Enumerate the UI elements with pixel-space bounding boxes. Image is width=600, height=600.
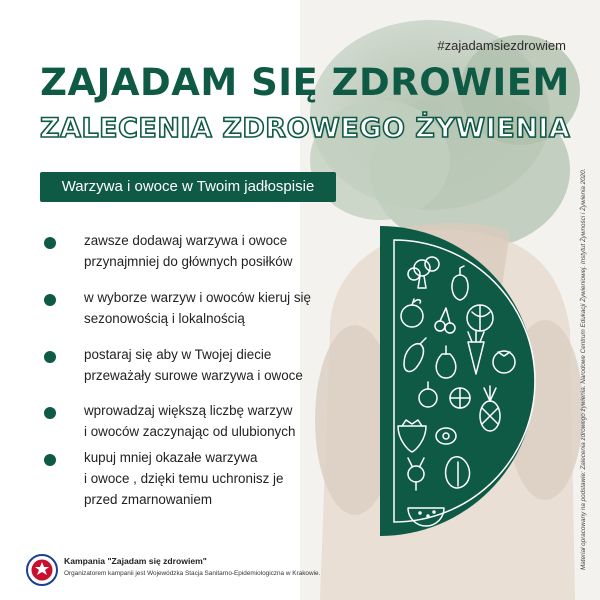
- tip-line: przed zmarnowaniem: [84, 492, 213, 507]
- tip-line: postaraj się aby w Twojej diecie: [84, 347, 272, 362]
- tip-text: [84, 230, 334, 272]
- tip-line: przynajmniej do głównych posiłków: [84, 254, 293, 269]
- tip-line: zawsze dodawaj warzywa i owoce: [84, 233, 288, 248]
- tip-line: i owoców zaczynając od ulubionych: [84, 424, 296, 439]
- bullet-icon: [44, 454, 56, 466]
- bullet-icon: [44, 237, 56, 249]
- tip-text: [84, 344, 334, 386]
- tip-line: przeważały surowe warzywa i owoce: [84, 368, 303, 383]
- tip-line: wprowadzaj większą liczbę warzyw: [84, 403, 293, 418]
- tip-line: w wyborze warzyw i owoców kieruj się: [84, 290, 311, 305]
- lemon-icon: [450, 388, 470, 408]
- sanepid-logo: [26, 554, 58, 586]
- credit-text: Materiał opracowany na podstawie: Zalecenia zdrowego żywienia. Narodowe Centrum Edukacji Żywieniowej. Instytut Żywności i Żywienia 2020.: [580, 168, 587, 570]
- bullet-icon: [44, 294, 56, 306]
- tip-text: [84, 447, 334, 510]
- bullet-icon: [44, 407, 56, 419]
- page-subtitle: ZALECENIA ZDROWEGO ŻYWIENIA: [40, 113, 571, 144]
- tip-text: [84, 287, 334, 329]
- footer: [0, 540, 600, 600]
- section-banner: Warzywa i owoce w Twoim jadłospisie: [40, 172, 336, 202]
- tip-line: kupuj mniej okazałe warzywa: [84, 450, 258, 465]
- tip-line: sezonowością i lokalnością: [84, 311, 245, 326]
- half-plate-graphic: [380, 226, 550, 536]
- page-title: ZAJADAM SIĘ ZDROWIEM: [40, 61, 570, 104]
- hashtag: #zajadamsiezdrowiem: [437, 38, 566, 53]
- tip-text: [84, 400, 334, 442]
- source-credit: [570, 168, 587, 570]
- organizer-text: Organizatorem kampanii jest Wojewódzka Stacja Sanitarno-Epidemiologiczna w Krakowie.: [64, 570, 321, 577]
- tip-line: i owoce , dzięki temu uchronisz je: [84, 471, 284, 486]
- bullet-icon: [44, 351, 56, 363]
- campaign-name: Kampania "Zajadam się zdrowiem": [64, 556, 207, 566]
